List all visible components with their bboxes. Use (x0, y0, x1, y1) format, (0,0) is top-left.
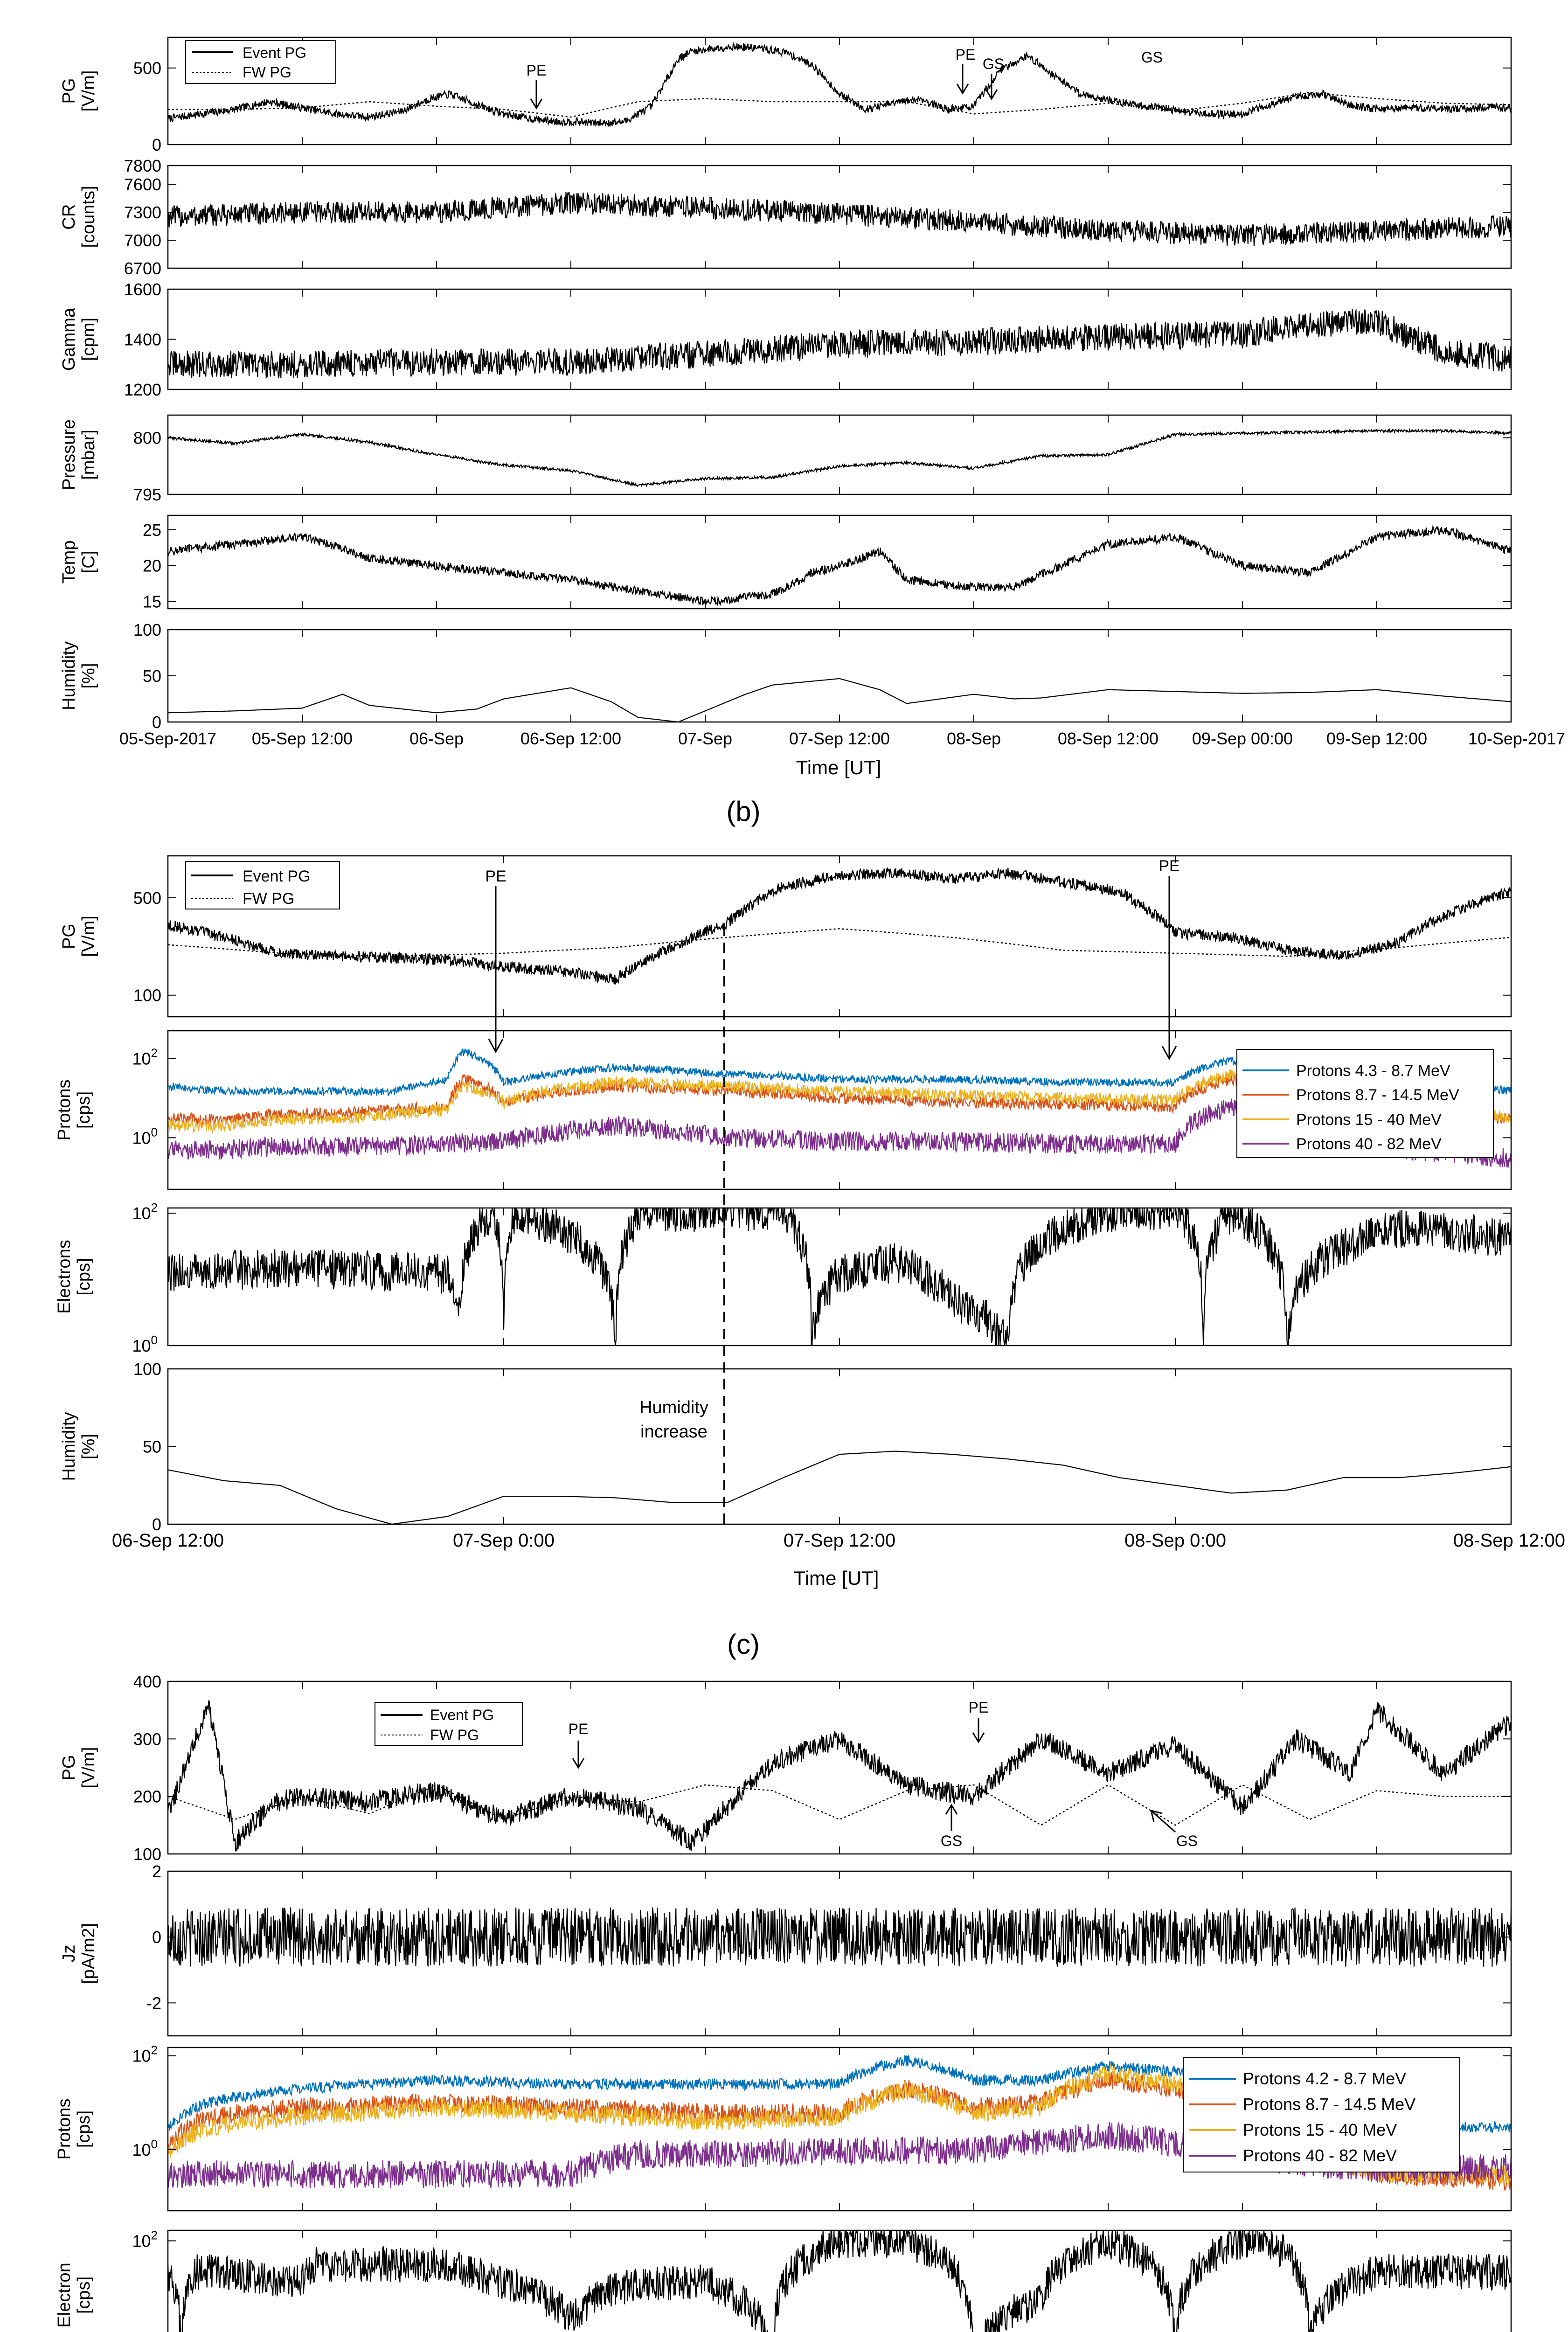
y-tick-label: $10^2$ (132, 2228, 158, 2251)
y-tick-label: 15 (142, 592, 161, 611)
y-axis-label: PG[V/m] (59, 1747, 98, 1789)
series-line-pressure (168, 430, 1511, 486)
y-axis-label: Electrons[cps] (55, 1240, 94, 1314)
y-axis-label: Temp[C] (59, 540, 98, 584)
annotation-arrow (573, 1741, 584, 1768)
y-tick-label: 300 (133, 1729, 161, 1749)
y-tick-label: 50 (142, 1437, 161, 1457)
axes-frame (168, 1369, 1511, 1524)
y-axis-label: Protons[cps] (55, 2098, 94, 2160)
chart-b-3 (168, 430, 1511, 486)
y-axis-label: Humidity[%] (59, 641, 98, 710)
axes-frame (168, 630, 1511, 722)
series-line-humidity (168, 1451, 1511, 1524)
x-tick-label: 07-Sep 12:00 (789, 729, 890, 748)
annotation-pe: PE (485, 868, 506, 885)
y-tick-label: 500 (133, 58, 161, 78)
y-axis-label: Protons[cps] (55, 1079, 94, 1141)
legend-fw-pg: FW PG (243, 64, 291, 81)
y-tick-label: 100 (133, 1845, 161, 1864)
annotation-pe: PE (955, 46, 976, 63)
y-tick-label: -2 (146, 1993, 161, 2013)
legend-event-pg: Event PG (243, 44, 306, 61)
series-line-temp (168, 527, 1511, 605)
annotation-arrow (946, 1805, 957, 1831)
x-tick-label: 08-Sep 12:00 (1453, 1530, 1565, 1551)
x-tick-label: 08-Sep (946, 729, 1001, 748)
y-tick-label: $10^0$ (132, 1125, 158, 1148)
x-tick-label: 07-Sep (678, 729, 733, 748)
legend-protons-2: Protons 8.7 - 14.5 MeV (1243, 2095, 1416, 2114)
x-tick-label: 07-Sep 12:00 (783, 1530, 896, 1551)
legend-protons-4: Protons 40 - 82 MeV (1296, 1135, 1442, 1153)
legend-protons-1: Protons 4.3 - 8.7 MeV (1296, 1062, 1450, 1080)
y-tick-label: 0 (152, 713, 161, 732)
series-line-event-pg (168, 868, 1511, 985)
chart-b-1 (168, 192, 1511, 246)
x-tick-label: 05-Sep-2017 (119, 729, 217, 748)
panel-label-b: (b) (726, 796, 761, 827)
y-tick-label: 0 (152, 1928, 161, 1947)
x-tick-label: 10-Sep-2017 (1468, 729, 1565, 748)
x-tick-label: 06-Sep (409, 729, 464, 748)
y-tick-label: 200 (133, 1787, 161, 1806)
y-axis-label: Gamma[cpm] (59, 307, 98, 371)
y-tick-label: 7600 (124, 175, 161, 194)
legend-protons-4: Protons 40 - 82 MeV (1243, 2146, 1397, 2165)
legend-fw-pg: FW PG (243, 890, 295, 908)
y-tick-label: $10^0$ (132, 1333, 158, 1355)
y-tick-label: 50 (142, 666, 161, 686)
legend-event-pg: Event PG (243, 868, 311, 885)
chart-c-6 (168, 868, 1511, 985)
axes-frame (168, 415, 1511, 494)
chart-c-9 (168, 1451, 1511, 1524)
annotation-arrow (1151, 1811, 1175, 1832)
y-tick-label: 100 (133, 620, 161, 639)
y-tick-label: 800 (133, 428, 161, 448)
y-tick-label: 2 (152, 1862, 161, 1881)
x-tick-label: 06-Sep 12:00 (111, 1530, 224, 1551)
y-tick-label: 100 (133, 986, 161, 1005)
series-line-electrons (168, 1208, 1511, 1346)
legend-protons-1: Protons 4.2 - 8.7 MeV (1243, 2069, 1407, 2088)
legend-fw-pg: FW PG (430, 1727, 479, 1743)
annotation-gs: GS (940, 1832, 963, 1849)
series-line-jz (168, 1908, 1511, 1967)
y-tick-label: 1600 (124, 280, 161, 299)
x-tick-label: 05-Sep 12:00 (251, 729, 353, 748)
y-axis-label: Electron[cps] (55, 2263, 94, 2328)
axes-frame (168, 515, 1511, 609)
series-line-cr (168, 192, 1511, 246)
y-axis-label: CR[counts] (59, 186, 98, 248)
chart-d-13 (168, 2230, 1511, 2332)
y-tick-label: 100 (133, 1360, 161, 1379)
panel-c-xlabel: Time [UT] (793, 1567, 879, 1589)
chart-b-0 (168, 43, 1511, 126)
axes-frame (168, 1871, 1511, 2036)
x-tick-label: 08-Sep 12:00 (1057, 729, 1159, 748)
y-axis-label: PG[V/m] (59, 70, 98, 112)
annotation-arrow (531, 80, 542, 108)
annotation-arrow (957, 64, 968, 93)
y-tick-label: 0 (152, 1515, 161, 1534)
legend-protons-3: Protons 15 - 40 MeV (1296, 1111, 1442, 1129)
y-tick-label: $10^0$ (132, 2137, 158, 2160)
axes-frame (168, 37, 1511, 145)
legend-event-pg: Event PG (430, 1707, 494, 1723)
y-tick-label: 20 (142, 556, 161, 576)
x-tick-label: 06-Sep 12:00 (520, 729, 622, 748)
annotation-pe: PE (1159, 857, 1180, 875)
annotation-pe: PE (526, 62, 547, 79)
x-tick-label: 08-Sep 0:00 (1124, 1530, 1226, 1551)
x-tick-label: 09-Sep 00:00 (1192, 729, 1293, 748)
y-tick-label: 7800 (124, 156, 161, 175)
y-tick-label: $10^2$ (132, 1201, 158, 1223)
annotation-arrow (973, 1718, 984, 1742)
y-tick-label: 6700 (124, 259, 161, 278)
annotation-pe: PE (568, 1721, 589, 1737)
y-tick-label: 0 (152, 135, 161, 154)
y-tick-label: 1400 (124, 330, 161, 349)
y-tick-label: 7300 (124, 203, 161, 222)
y-tick-label: 400 (133, 1672, 161, 1691)
y-tick-label: $10^2$ (132, 1046, 158, 1069)
annotation-gs: GS (1141, 49, 1163, 66)
y-tick-label: 500 (133, 888, 161, 908)
y-axis-label: PG[V/m] (59, 916, 98, 957)
axes-layer (55, 37, 1565, 2332)
axes-frame (168, 1681, 1511, 1854)
legend-protons-2: Protons 8.7 - 14.5 MeV (1296, 1086, 1459, 1104)
panel-label-c: (c) (727, 1629, 760, 1660)
y-tick-label: 795 (133, 485, 161, 504)
humidity-increase-label: Humidity (639, 1398, 708, 1417)
annotation-gs: GS (982, 56, 1005, 72)
panel-b-xlabel: Time [UT] (796, 757, 881, 778)
x-tick-label: 09-Sep 12:00 (1326, 729, 1428, 748)
chart-d-11 (168, 1908, 1511, 1967)
annotation-pe: PE (968, 1699, 989, 1716)
y-axis-label: Jz[pA/m2] (59, 1923, 98, 1984)
axes-frame (168, 289, 1511, 389)
series-line-electron (168, 2230, 1511, 2332)
series-line-event-pg (168, 1700, 1511, 1852)
y-tick-label: 1200 (124, 380, 161, 399)
panel-d-protons-legend (1183, 2058, 1460, 2172)
series-line-event-pg (168, 43, 1511, 126)
chart-d-10 (168, 1700, 1511, 1852)
legend-protons-3: Protons 15 - 40 MeV (1243, 2120, 1397, 2139)
humidity-increase-label: increase (640, 1422, 708, 1442)
chart-b-2 (168, 309, 1511, 378)
y-tick-label: $10^2$ (132, 2043, 158, 2066)
annotation-gs: GS (1176, 1832, 1198, 1849)
y-axis-label: Humidity[%] (59, 1412, 98, 1481)
chart-c-8 (168, 1208, 1511, 1346)
panel-c-protons-legend (1237, 1049, 1493, 1158)
y-tick-label: 7000 (124, 231, 161, 250)
series-line-gamma (168, 309, 1511, 378)
axes-frame (168, 856, 1511, 1017)
x-tick-label: 07-Sep 0:00 (453, 1530, 555, 1551)
y-tick-label: 25 (142, 520, 161, 540)
y-axis-label: Pressure[mbar] (59, 419, 98, 491)
chart-b-4 (168, 527, 1511, 605)
